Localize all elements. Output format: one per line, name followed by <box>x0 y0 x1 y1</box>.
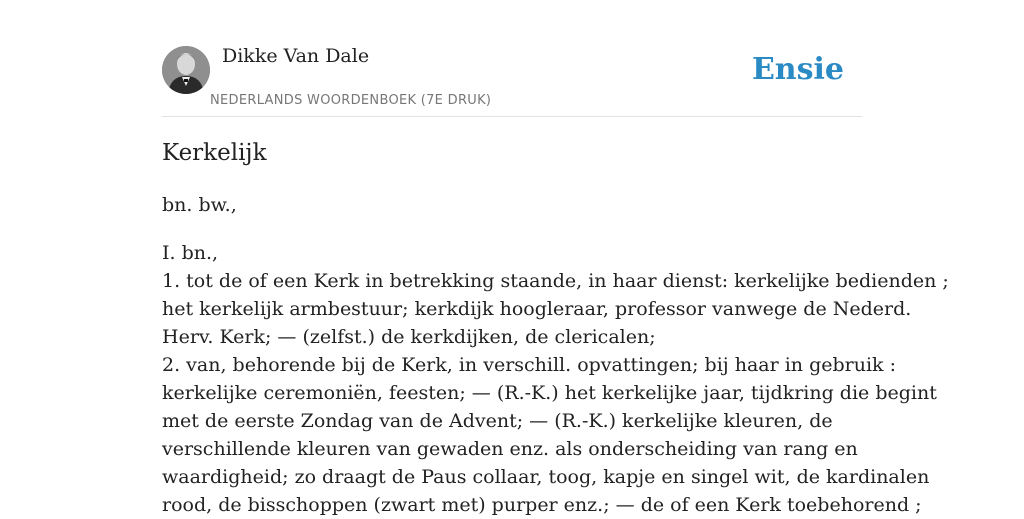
definition-line: waardigheid; zo draagt de Paus collaar, toog, kapje en singel wit, de kardinalen <box>162 466 930 488</box>
author-avatar[interactable] <box>162 46 210 94</box>
entry-title: Kerkelijk <box>162 140 267 166</box>
entry-grammar: bn. bw., <box>162 194 237 216</box>
definition-line: Herv. Kerk; — (zelfst.) de kerkdijken, de clericalen; <box>162 326 656 348</box>
brand-logo-link[interactable]: Ensie <box>751 52 844 87</box>
portrait-image <box>162 46 210 94</box>
definition-line: rood, de bisschoppen (zwart met) purper enz.; — de of een Kerk toebehorend ; <box>162 494 922 516</box>
page-content <box>162 0 949 516</box>
header <box>162 0 862 117</box>
definition-line: 2. van, behorende bij de Kerk, in verschill. opvattingen; bij haar in gebruik : <box>162 354 896 376</box>
definition-line: het kerkelijk armbestuur; kerkdijk hoogleraar, professor vanwege de Nederd. <box>162 298 912 320</box>
definition-line: verschillende kleuren van gewaden enz. als onderscheiding van rang en <box>162 438 858 460</box>
entry-definition <box>162 239 949 519</box>
dictionary-subtitle: NEDERLANDS WOORDENBOEK (7E DRUK) <box>210 93 492 108</box>
definition-line: 1. tot de of een Kerk in betrekking staande, in haar dienst: kerkelijke bedienden ; <box>162 270 949 292</box>
definition-line: met de eerste Zondag van de Advent; — (R.-K.) kerkelijke kleuren, de <box>162 410 833 432</box>
definition-line: I. bn., <box>162 242 219 264</box>
author-name[interactable]: Dikke Van Dale <box>222 45 370 67</box>
definition-line: kerkelijke ceremoniën, feesten; — (R.-K.) het kerkelijke jaar, tijdkring die begint <box>162 382 937 404</box>
